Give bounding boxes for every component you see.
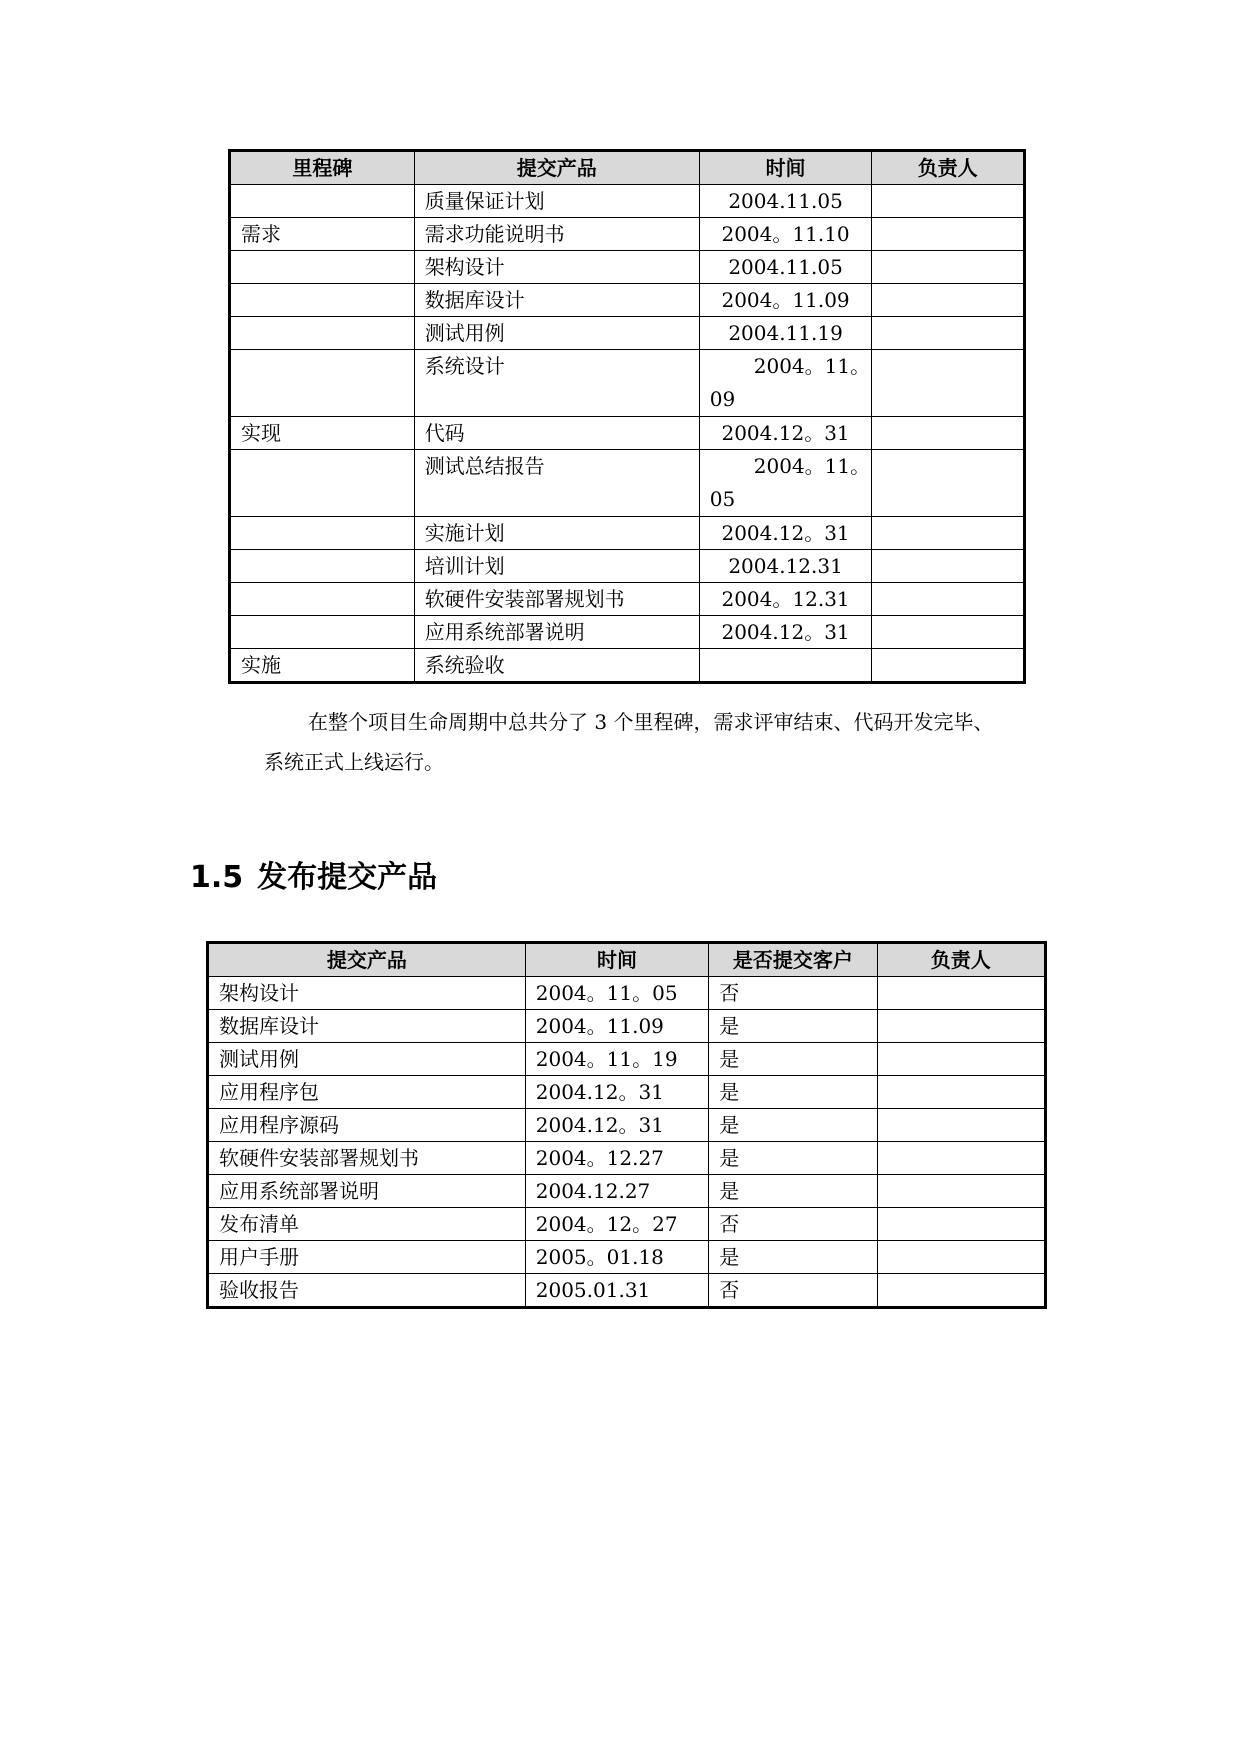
owner-cell bbox=[872, 616, 1025, 649]
section-number: 1.5 bbox=[190, 860, 244, 895]
table-row bbox=[230, 251, 1025, 284]
summary-paragraph-line-1: 在整个项目生命周期中总共分了 3 个里程碑，需求评审结束、代码开发完毕、 bbox=[308, 710, 994, 734]
table-row bbox=[230, 517, 1025, 550]
table-row bbox=[208, 1010, 1046, 1043]
time-cell: 2004。11。05 bbox=[525, 977, 708, 1010]
time-cell: 2004.12.31 bbox=[699, 550, 872, 583]
table-row bbox=[230, 550, 1025, 583]
table-row bbox=[208, 977, 1046, 1010]
table-row bbox=[208, 1208, 1046, 1241]
product-cell: 需求功能说明书 bbox=[414, 218, 699, 251]
product-cell: 架构设计 bbox=[414, 251, 699, 284]
product-cell: 培训计划 bbox=[414, 550, 699, 583]
time-cell: 2004.12。31 bbox=[525, 1109, 708, 1142]
to-client-cell: 否 bbox=[709, 1208, 877, 1241]
time-cell: 2004.12。31 bbox=[525, 1076, 708, 1109]
to-client-cell: 是 bbox=[709, 1010, 877, 1043]
table-row bbox=[230, 417, 1025, 450]
table-row bbox=[230, 583, 1025, 616]
owner-cell bbox=[872, 517, 1025, 550]
product-cell: 软硬件安装部署规划书 bbox=[208, 1142, 526, 1175]
time-cell: 2004。11.09 bbox=[699, 284, 872, 317]
time-cell: 2005。01.18 bbox=[525, 1241, 708, 1274]
time-cell: 2004。11.09 bbox=[525, 1010, 708, 1043]
owner-cell bbox=[877, 1175, 1045, 1208]
time-line-2: 09 bbox=[709, 387, 736, 411]
time-cell: 2004。11。19 bbox=[525, 1043, 708, 1076]
time-cell: 2004.11.05 bbox=[699, 185, 872, 218]
time-cell: 2004.12。31 bbox=[699, 417, 872, 450]
owner-cell bbox=[877, 977, 1045, 1010]
milestone-cell bbox=[230, 517, 415, 550]
release-table-header-row bbox=[208, 943, 1046, 977]
milestone-table bbox=[228, 149, 1026, 684]
owner-cell bbox=[877, 1043, 1045, 1076]
table-row bbox=[230, 185, 1025, 218]
owner-cell bbox=[872, 417, 1025, 450]
owner-cell bbox=[872, 550, 1025, 583]
release-header-product: 提交产品 bbox=[208, 943, 526, 977]
time-cell bbox=[699, 450, 872, 517]
table-row bbox=[230, 317, 1025, 350]
product-cell: 代码 bbox=[414, 417, 699, 450]
owner-cell bbox=[872, 251, 1025, 284]
table-row bbox=[230, 616, 1025, 649]
milestone-cell bbox=[230, 317, 415, 350]
time-cell: 2004.12。31 bbox=[699, 517, 872, 550]
product-cell: 用户手册 bbox=[208, 1241, 526, 1274]
time-line-1: 2004。11。 bbox=[753, 454, 871, 478]
table-row bbox=[230, 218, 1025, 251]
owner-cell bbox=[877, 1142, 1045, 1175]
time-cell bbox=[699, 649, 872, 683]
release-header-to-client: 是否提交客户 bbox=[709, 943, 877, 977]
table-row bbox=[208, 1043, 1046, 1076]
table-row bbox=[208, 1142, 1046, 1175]
table-row bbox=[230, 284, 1025, 317]
product-cell: 数据库设计 bbox=[414, 284, 699, 317]
owner-cell bbox=[877, 1109, 1045, 1142]
milestone-header-owner: 负责人 bbox=[872, 151, 1025, 185]
milestone-cell bbox=[230, 350, 415, 417]
product-cell: 系统设计 bbox=[414, 350, 699, 417]
owner-cell bbox=[872, 218, 1025, 251]
owner-cell bbox=[877, 1208, 1045, 1241]
time-cell bbox=[699, 350, 872, 417]
table-row bbox=[208, 1274, 1046, 1308]
owner-cell bbox=[872, 583, 1025, 616]
table-row bbox=[230, 350, 1025, 417]
milestone-cell: 实施 bbox=[230, 649, 415, 683]
product-cell: 发布清单 bbox=[208, 1208, 526, 1241]
to-client-cell: 否 bbox=[709, 1274, 877, 1308]
table-row bbox=[208, 1109, 1046, 1142]
table-row bbox=[208, 1241, 1046, 1274]
product-cell: 架构设计 bbox=[208, 977, 526, 1010]
time-cell: 2004。12.27 bbox=[525, 1142, 708, 1175]
milestone-table-header-row bbox=[230, 151, 1025, 185]
milestone-header-milestone: 里程碑 bbox=[230, 151, 415, 185]
owner-cell bbox=[877, 1274, 1045, 1308]
product-cell: 应用系统部署说明 bbox=[208, 1175, 526, 1208]
time-cell: 2004。12.31 bbox=[699, 583, 872, 616]
owner-cell bbox=[872, 185, 1025, 218]
time-cell: 2004.12。31 bbox=[699, 616, 872, 649]
owner-cell bbox=[872, 350, 1025, 417]
milestone-header-time: 时间 bbox=[699, 151, 872, 185]
product-cell: 质量保证计划 bbox=[414, 185, 699, 218]
summary-paragraph-line-2: 系统正式上线运行。 bbox=[264, 750, 444, 774]
time-line-1: 2004。11。 bbox=[753, 354, 871, 378]
time-cell: 2004。11.10 bbox=[699, 218, 872, 251]
owner-cell bbox=[877, 1010, 1045, 1043]
product-cell: 测试总结报告 bbox=[414, 450, 699, 517]
milestone-cell bbox=[230, 185, 415, 218]
milestone-cell bbox=[230, 284, 415, 317]
owner-cell bbox=[872, 284, 1025, 317]
product-cell: 数据库设计 bbox=[208, 1010, 526, 1043]
owner-cell bbox=[877, 1241, 1045, 1274]
milestone-cell bbox=[230, 616, 415, 649]
product-cell: 应用程序包 bbox=[208, 1076, 526, 1109]
time-cell: 2004.11.19 bbox=[699, 317, 872, 350]
section-heading bbox=[190, 858, 437, 898]
product-cell: 实施计划 bbox=[414, 517, 699, 550]
milestone-cell bbox=[230, 251, 415, 284]
milestone-cell: 实现 bbox=[230, 417, 415, 450]
owner-cell bbox=[872, 450, 1025, 517]
product-cell: 应用系统部署说明 bbox=[414, 616, 699, 649]
product-cell: 软硬件安装部署规划书 bbox=[414, 583, 699, 616]
time-line-2: 05 bbox=[709, 487, 736, 511]
release-header-owner: 负责人 bbox=[877, 943, 1045, 977]
product-cell: 应用程序源码 bbox=[208, 1109, 526, 1142]
to-client-cell: 是 bbox=[709, 1142, 877, 1175]
to-client-cell: 是 bbox=[709, 1109, 877, 1142]
time-cell: 2004.11.05 bbox=[699, 251, 872, 284]
product-cell: 测试用例 bbox=[414, 317, 699, 350]
time-cell: 2005.01.31 bbox=[525, 1274, 708, 1308]
milestone-cell: 需求 bbox=[230, 218, 415, 251]
table-row bbox=[230, 649, 1025, 683]
table-row bbox=[208, 1175, 1046, 1208]
to-client-cell: 是 bbox=[709, 1043, 877, 1076]
table-row bbox=[230, 450, 1025, 517]
release-table bbox=[206, 941, 1047, 1309]
section-title: 发布提交产品 bbox=[257, 860, 438, 895]
milestone-cell bbox=[230, 583, 415, 616]
milestone-header-product: 提交产品 bbox=[414, 151, 699, 185]
release-header-time: 时间 bbox=[525, 943, 708, 977]
milestone-cell bbox=[230, 550, 415, 583]
to-client-cell: 是 bbox=[709, 1076, 877, 1109]
to-client-cell: 否 bbox=[709, 977, 877, 1010]
to-client-cell: 是 bbox=[709, 1175, 877, 1208]
product-cell: 系统验收 bbox=[414, 649, 699, 683]
product-cell: 测试用例 bbox=[208, 1043, 526, 1076]
owner-cell bbox=[872, 317, 1025, 350]
owner-cell bbox=[872, 649, 1025, 683]
milestone-cell bbox=[230, 450, 415, 517]
time-cell: 2004。12。27 bbox=[525, 1208, 708, 1241]
time-cell: 2004.12.27 bbox=[525, 1175, 708, 1208]
owner-cell bbox=[877, 1076, 1045, 1109]
table-row bbox=[208, 1076, 1046, 1109]
product-cell: 验收报告 bbox=[208, 1274, 526, 1308]
to-client-cell: 是 bbox=[709, 1241, 877, 1274]
